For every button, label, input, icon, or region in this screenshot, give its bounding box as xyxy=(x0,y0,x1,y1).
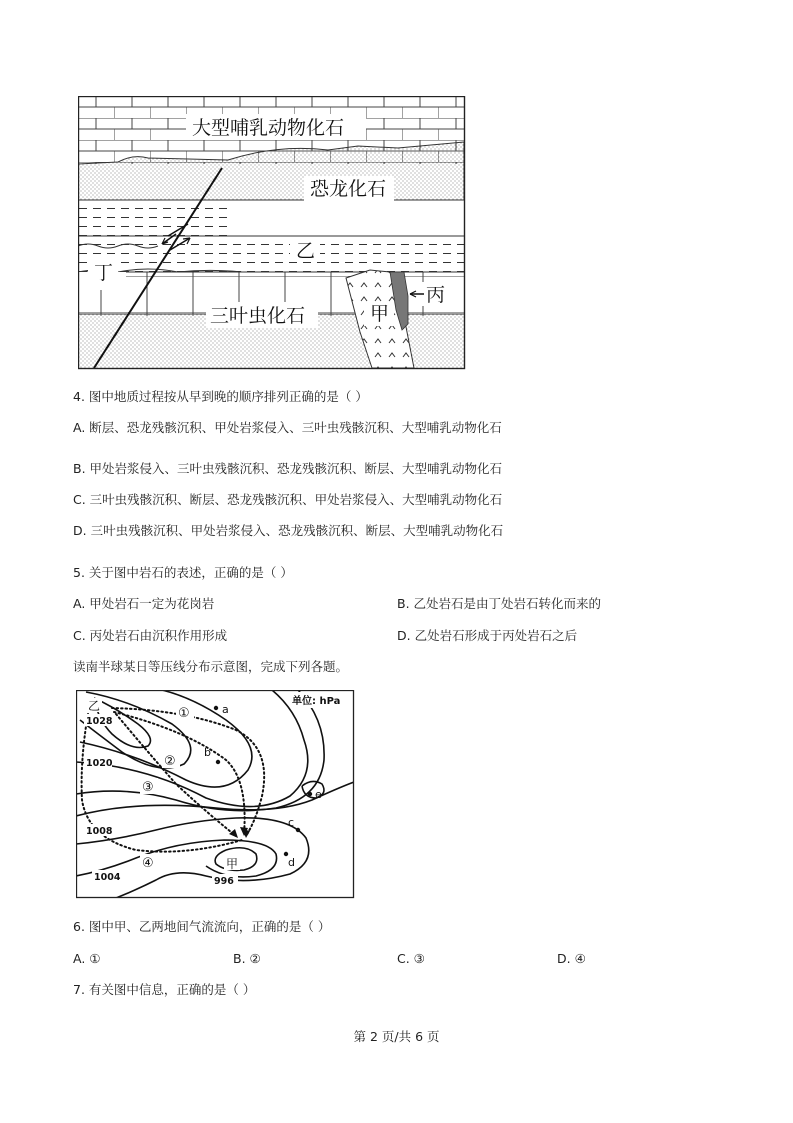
label-jia: 甲 xyxy=(370,303,390,325)
label-dinosaur-fossil: 恐龙化石 xyxy=(310,178,387,200)
isobar-996: 996 xyxy=(214,876,234,887)
isobar-map-figure xyxy=(76,690,356,900)
route-3: ③ xyxy=(142,780,154,795)
label-mammal-fossil: 大型哺乳动物化石 xyxy=(192,117,345,139)
page-number-footer: 第 2 页/共 6 页 xyxy=(353,1029,440,1044)
question-5-option-c[interactable]: C. 丙处岩石由沉积作用形成 xyxy=(73,628,228,643)
isobar-1004: 1004 xyxy=(94,872,121,883)
question-5-option-a[interactable]: A. 甲处岩石一定为花岗岩 xyxy=(73,596,215,611)
question-6-stem: 6. 图中甲、乙两地间气流流向，正确的是（ ） xyxy=(73,919,331,934)
label-yi: 乙 xyxy=(296,240,316,262)
geologic-section-figure xyxy=(78,96,466,370)
label-ding: 丁 xyxy=(94,262,114,284)
point-a: a xyxy=(222,703,229,716)
route-2: ② xyxy=(164,754,176,769)
point-c: c xyxy=(288,816,295,829)
question-7-stem: 7. 有关图中信息，正确的是（ ） xyxy=(73,982,256,997)
label-bing: 丙 xyxy=(426,284,446,306)
route-1: ① xyxy=(178,706,190,721)
question-5-option-d[interactable]: D. 乙处岩石形成于丙处岩石之后 xyxy=(397,628,578,643)
question-6-option-d[interactable]: D. ④ xyxy=(557,951,586,966)
question-4-option-a[interactable]: A. 断层、恐龙残骸沉积、甲处岩浆侵入、三叶虫残骸沉积、大型哺乳动物化石 xyxy=(73,420,502,435)
label-trilobite-fossil: 三叶虫化石 xyxy=(210,305,306,327)
isobar-1008: 1008 xyxy=(86,826,113,837)
question-4-option-b[interactable]: B. 甲处岩浆侵入、三叶虫残骸沉积、恐龙残骸沉积、断层、大型哺乳动物化石 xyxy=(73,461,503,476)
route-4: ④ xyxy=(142,856,154,871)
question-4-option-c[interactable]: C. 三叶虫残骸沉积、断层、恐龙残骸沉积、甲处岩浆侵入、大型哺乳动物化石 xyxy=(73,492,503,507)
question-4-option-d[interactable]: D. 三叶虫残骸沉积、甲处岩浆侵入、恐龙残骸沉积、断层、大型哺乳动物化石 xyxy=(73,523,504,538)
section-intro: 读南半球某日等压线分布示意图，完成下列各题。 xyxy=(73,659,349,674)
question-6-option-a[interactable]: A. ① xyxy=(73,951,101,966)
isobar-1020: 1020 xyxy=(86,758,113,769)
question-5-stem: 5. 关于图中岩石的表述，正确的是（ ） xyxy=(73,565,293,580)
place-yi: 乙 xyxy=(88,699,101,713)
point-e: e xyxy=(315,788,322,801)
question-6-option-c[interactable]: C. ③ xyxy=(397,951,425,966)
place-jia: 甲 xyxy=(226,857,239,871)
map-unit-label: 单位: hPa xyxy=(292,696,341,707)
question-6-option-b[interactable]: B. ② xyxy=(233,951,261,966)
question-4-stem: 4. 图中地质过程按从早到晚的顺序排列正确的是（ ） xyxy=(73,389,368,404)
point-b: b xyxy=(204,746,211,759)
question-5-option-b[interactable]: B. 乙处岩石是由丁处岩石转化而来的 xyxy=(397,596,602,611)
isobar-1028: 1028 xyxy=(86,716,113,727)
point-d: d xyxy=(288,856,295,869)
